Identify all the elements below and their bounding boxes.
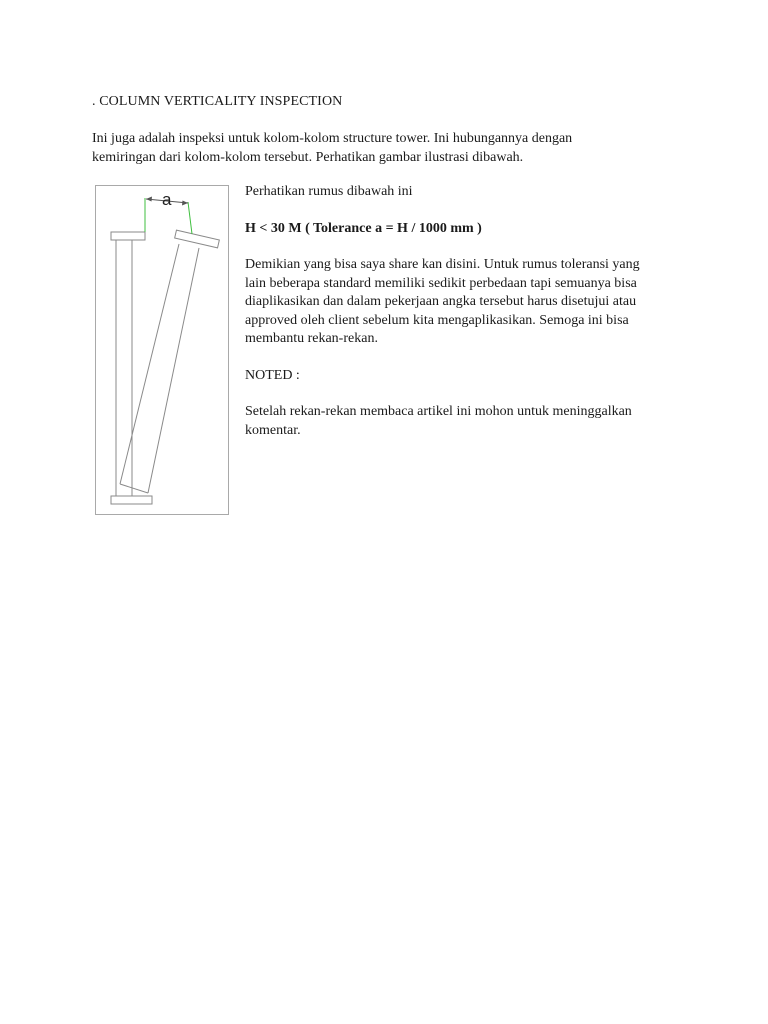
inclined-column-right-edge [148,248,199,493]
dimension-arrow-right-head [182,201,188,206]
intro-line: kemiringan dari kolom-kolom tersebut. Perhatikan gambar ilustrasi dibawah. [92,150,524,165]
guide-inclined-line [188,202,192,234]
body-line: diaplikasikan dan dalam pekerjaan angka tersebut harus disetujui atau [245,294,637,309]
section-heading: . COLUMN VERTICALITY INSPECTION [92,94,343,109]
noted-label: NOTED : [245,367,300,383]
intro-line: Ini juga adalah inspeksi untuk kolom-kolom structure tower. Ini hubungannya dengan [92,131,573,146]
tolerance-formula: H < 30 M ( Tolerance a = H / 1000 mm ) [245,220,482,236]
intro-paragraph [92,129,652,167]
closing-paragraph [245,403,685,440]
body-paragraph [245,256,685,349]
body-line: Demikian yang bisa saya share kan disini. Untuk rumus toleransi yang [245,257,640,272]
closing-line: komentar. [245,422,301,438]
column-verticality-illustration [95,185,229,515]
inclined-column-left-edge [120,244,179,484]
inclined-column-bottom-edge [120,484,148,493]
body-line: lain beberapa standard memiliki sedikit perbedaan tapi semuanya bisa [245,275,637,291]
inclined-column [120,230,219,493]
body-line: approved oleh client sebelum kita mengaplikasikan. Semoga ini bisa [245,312,629,328]
body-text-column [245,183,685,440]
vertical-column-top-cap [111,232,145,240]
dimension-label: a [162,190,172,209]
formula-prompt: Perhatikan rumus dibawah ini [245,184,413,199]
closing-line: Setelah rekan-rekan membaca artikel ini mohon untuk meninggalkan [245,404,632,419]
body-line: membantu rekan-rekan. [245,331,378,346]
dimension-arrow-left-head [146,197,152,202]
inclined-column-top-cap [175,230,220,248]
illustration-svg [96,186,228,514]
vertical-column-base-plate [111,496,152,504]
